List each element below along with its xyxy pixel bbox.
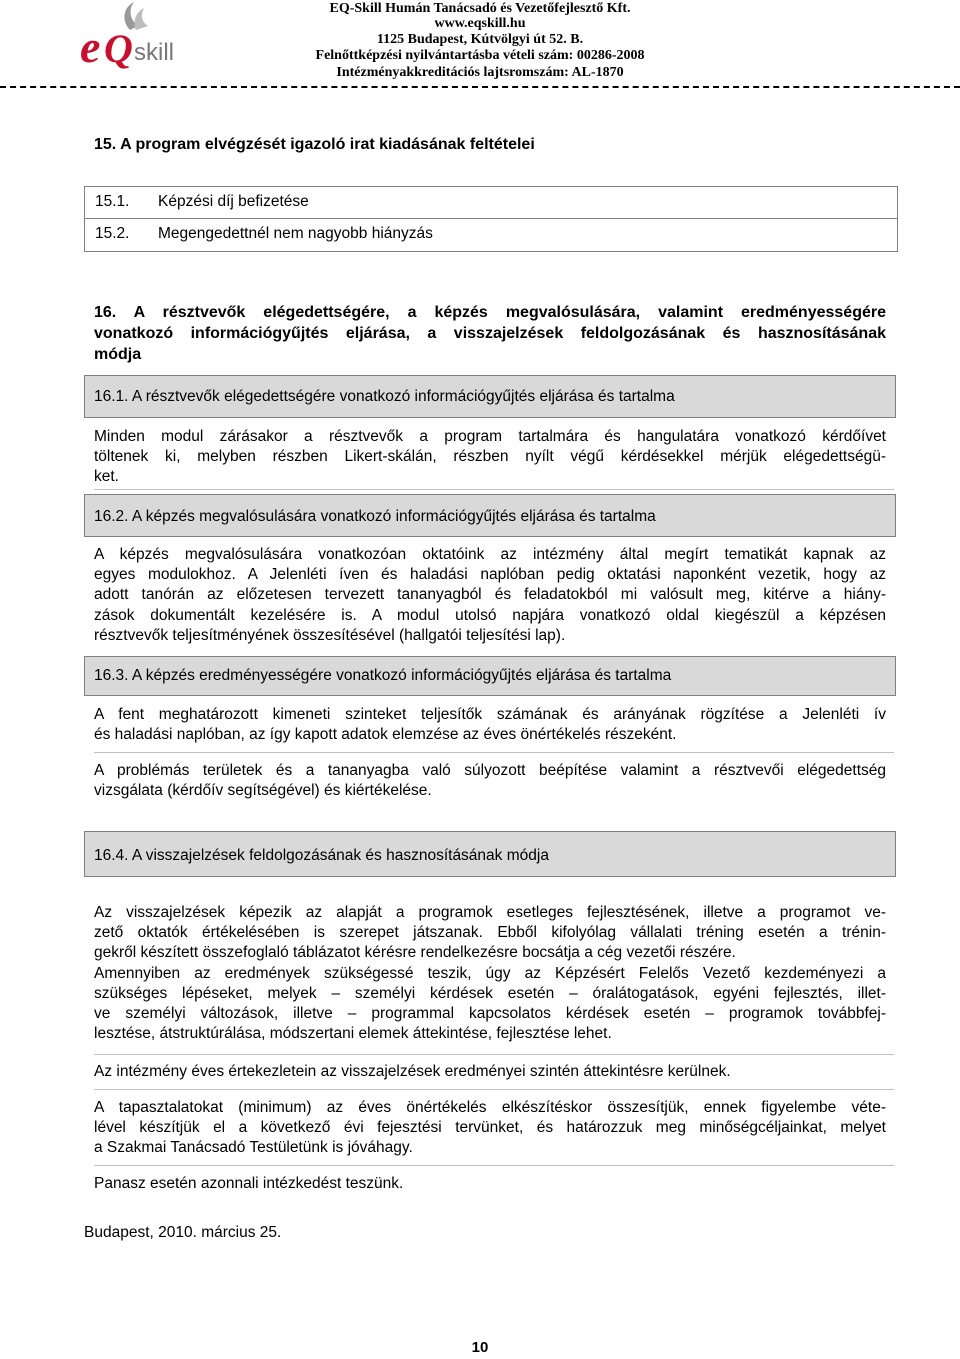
subsection-16-4-para-1: Az visszajelzések képezik az alapját a programok esetleges fejlesztésének, illetve a programot ve- zető oktatók értékelésében is szerepet játszanak. Ebből kifolyólag vállalati tréning esetén a trénin- gekről készített összefoglaló táblázatot kérésre rendelkezésre bocsátja a cég vezetői részére. Amennyiben az eredmények szükségessé teszik, úgy az Képzésért Felelős Vezető kezdeményezi a szükséges lépéseket, melyek – személyi kérdések esetén – óralátogatások, egyéni fejlesztés, illet- ve személyi változások, illetve – programmal kapcsolatos kérdések esetén – programok továbbfej- lesztése, átstruktúrálása, módszertani elemek áttekintése, fejlesztése lehet.	[94, 904, 886, 1043]
subsection-16-1-text: Minden modul zárásakor a résztvevők a program tartalmára és hangulatára vonatkozó kérdőívet töltenek ki, melyben részben Likert-skálán, részben nyílt végű kérdésekkel mérjük elégedettségü- ket.	[94, 428, 886, 486]
subsection-16-4-heading: 16.4. A visszajelzések feldolgozásának és hasznosításának módja	[84, 831, 896, 877]
subsection-16-1-heading: 16.1. A résztvevők elégedettségére vonatkozó információgyűjtés eljárása és tartalma	[84, 375, 896, 418]
section-15-title: 15. A program elvégzését igazoló irat kiadásának feltételei	[94, 136, 535, 153]
divider	[94, 752, 894, 753]
section-15-table	[84, 186, 898, 252]
table-row	[85, 187, 897, 219]
header-registration: Felnőttképzési nyilvántartásba vételi szám: 00286-2008	[315, 48, 645, 63]
svg-text:Q: Q	[104, 26, 133, 71]
subsection-16-3-para-1: A fent meghatározott kimeneti szinteket teljesítők számának és arányának rögzítése a Jelenléti ív és haladási naplóban, az így kapott adatok elemzése az éves önértékelés részeként.	[94, 706, 886, 744]
header-website[interactable]: www.eqskill.hu	[434, 16, 526, 31]
item-text: Képzési díj befizetése	[158, 193, 309, 210]
svg-text:e: e	[80, 21, 101, 72]
subsection-16-2-text: A képzés megvalósulására vonatkozóan oktatóink az intézmény által megírt tematikát kapnak az egyes modulokhoz. A Jelenléti íven és haladási naplóban pedig oktatási naponként vezetik, hogy az adott tanórán az előzetesen tervezett tananyagból és feladatokból mi valósult meg, kitérve a hiány- zások dokumentált kezelésére is. A modul utolsó napjára vonatkozó oldal kiegészül a képzésen résztvevők teljesítményének összesítésével (hallgatói teljesítési lap).	[94, 546, 886, 644]
divider	[94, 1089, 894, 1090]
item-number: 15.2.	[95, 225, 130, 242]
header-address: 1125 Budapest, Kútvölgyi út 52. B.	[376, 32, 584, 47]
eqskill-logo	[78, 0, 188, 72]
subsection-16-4-para-3: A tapasztalatokat (minimum) az éves önértékelés elkészítéskor összesítjük, ennek figyelembe véte- lével készítjük el a következő évi fejesztési tervünket, és határozzuk meg minőségcéljainkat, melyet a Szakmai Tanácsadó Testületünk is jóváhagy.	[94, 1099, 886, 1157]
subsection-16-2-heading: 16.2. A képzés megvalósulására vonatkozó információgyűjtés eljárása és tartalma	[84, 494, 896, 537]
svg-text:skill: skill	[134, 39, 174, 66]
subsection-16-3-para-2: A problémás területek és a tananyagba való súlyozott beépítése valamint a résztvevői elégedettség vizsgálata (kérdőív segítségével) és kiértékelése.	[94, 762, 886, 800]
header-accreditation: Intézményakkreditációs lajtsromszám: AL-1870	[336, 65, 624, 80]
place-and-date: Budapest, 2010. március 25.	[84, 1224, 282, 1241]
header-company: EQ-Skill Humán Tanácsadó és Vezetőfejlesztő Kft.	[329, 1, 631, 16]
header-divider	[0, 86, 960, 88]
table-row	[85, 219, 897, 250]
subsection-16-4-para-2: Az intézmény éves értekezletein az visszajelzések eredményei szintén áttekintésre kerülnek.	[94, 1063, 731, 1080]
subsection-16-3-heading: 16.3. A képzés eredményességére vonatkozó információgyűjtés eljárása és tartalma	[84, 656, 896, 696]
page-number: 10	[471, 1339, 489, 1356]
item-text: Megengedettnél nem nagyobb hiányzás	[158, 225, 433, 242]
divider	[94, 489, 894, 490]
divider	[94, 1054, 894, 1055]
item-number: 15.1.	[95, 193, 130, 210]
subsection-16-4-para-4: Panasz esetén azonnali intézkedést teszünk.	[94, 1175, 404, 1192]
divider	[94, 1165, 894, 1166]
section-16-title: 16. A résztvevők elégedettségére, a képzés megvalósulására, valamint eredményességére vonatkozó információgyűjtés eljárása, a visszajelzések feldolgozásának és hasznosításának módja	[94, 304, 886, 363]
